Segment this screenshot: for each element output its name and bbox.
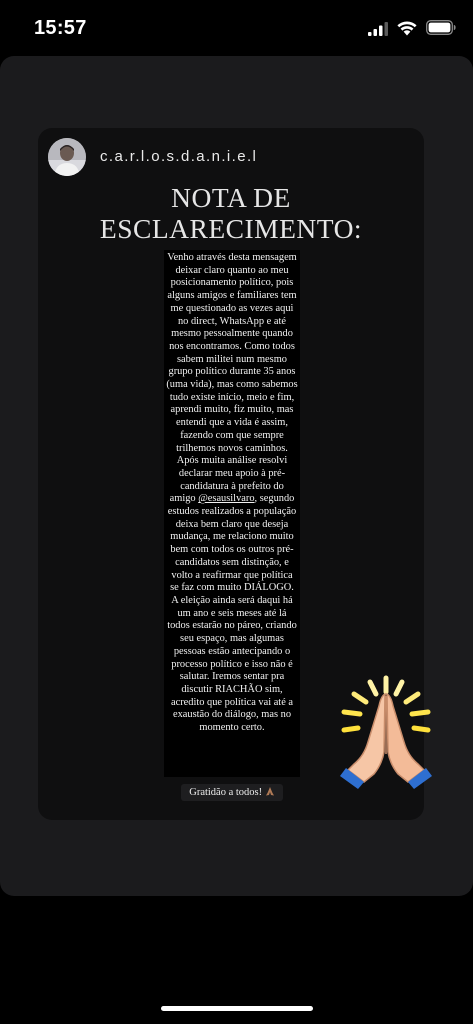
story-viewer[interactable] <box>0 56 473 896</box>
note-title-line-2: ESCLARECIMENTO: <box>99 213 363 244</box>
folded-hands-sticker-icon[interactable] <box>340 672 432 790</box>
note-body-box <box>164 250 300 777</box>
battery-icon <box>426 20 456 35</box>
note-title <box>38 182 424 244</box>
cellular-signal-icon <box>368 22 388 36</box>
home-indicator[interactable] <box>161 1006 313 1011</box>
avatar[interactable] <box>48 138 86 176</box>
note-body-part-2: , segundo estudos realizados a população deixa bem claro que deseja mudança, me relaciono muito bem com todos os outros pré-candidatos sem distinção, e volto a reafirmar que política se faz com muito DIÁLOGO. A eleição ainda será daqui há um ano e seis meses até lá todos estarão no páreo, criando seu espaço, mas algumas pessoas estão antecipando o processo político e isso não é salutar. Iremos sentar pra discutir RIACHÃO sim, acredito que política vai até a exaustão do diálogo, mas no momento certo. <box>167 493 297 734</box>
wifi-icon <box>396 19 418 36</box>
mention-link[interactable]: @esausilvaro <box>198 493 255 505</box>
closing-text-box <box>181 784 283 801</box>
note-body-part-1: Venho através desta mensagem deixar claro quanto ao meu posicionamento político, pois alguns amigos e familiares tem me questionado as vezes aqui no direct, WhatsApp e até mesmo pessoalmente quando nos encontramos. Como todos sabem militei num mesmo grupo político durante 35 anos (uma vida), mas como sabemos tudo existe início, meio e fim, aprendi muito, fiz muito, mas entendi que a vida é assim, fazendo com que sempre trilhemos novos caminhos. Após muita análise resolvi declarar meu apoio à pré-candidatura à prefeito do amigo <box>166 252 298 505</box>
post-username[interactable]: c.a.r.l.o.s.d.a.n.i.e.l <box>100 148 258 165</box>
profile-photo-icon <box>48 138 86 176</box>
note-title-line-1: NOTA DE <box>171 182 291 213</box>
note-body-text <box>166 250 298 735</box>
closing-text: Gratidão a todos! <box>189 787 263 798</box>
status-time: 15:57 <box>34 17 87 39</box>
status-bar <box>0 0 473 56</box>
folded-hands-icon <box>265 786 275 796</box>
